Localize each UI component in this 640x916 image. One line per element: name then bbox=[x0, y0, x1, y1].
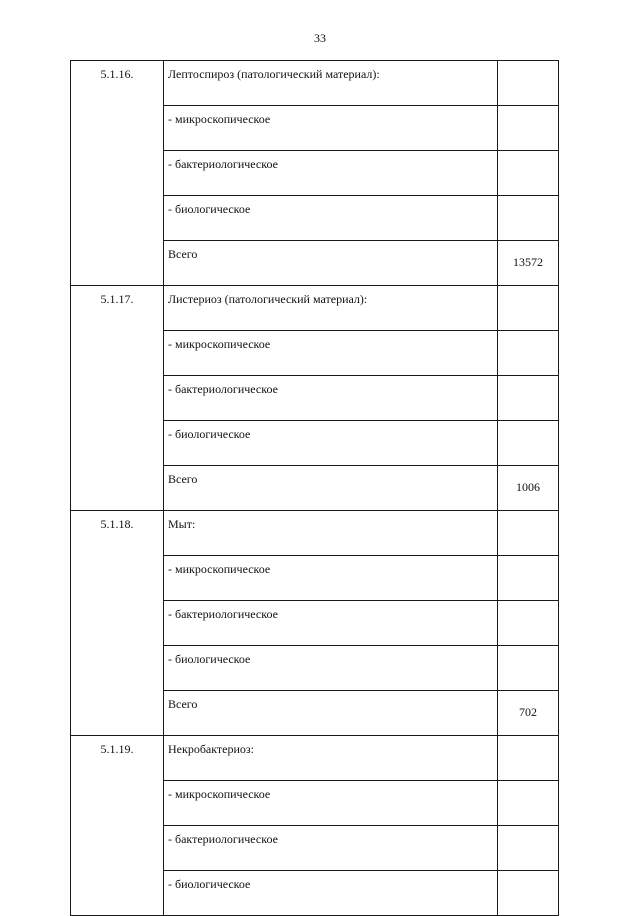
table-row bbox=[71, 61, 559, 106]
item-name: Всего bbox=[164, 691, 498, 736]
item-name: Всего bbox=[164, 466, 498, 511]
item-value bbox=[498, 646, 559, 691]
table-row bbox=[71, 511, 559, 556]
services-table bbox=[70, 60, 559, 916]
item-value bbox=[498, 556, 559, 601]
item-value bbox=[498, 826, 559, 871]
item-value bbox=[498, 61, 559, 106]
item-value: 13572 bbox=[498, 241, 559, 286]
table-body bbox=[71, 61, 559, 916]
item-value: 1006 bbox=[498, 466, 559, 511]
item-name: - биологическое bbox=[164, 196, 498, 241]
section-code: 5.1.18. bbox=[71, 511, 164, 736]
item-value bbox=[498, 601, 559, 646]
table-row bbox=[71, 286, 559, 331]
page-number: 33 bbox=[314, 31, 326, 45]
section-title: Мыт: bbox=[164, 511, 498, 556]
item-value bbox=[498, 151, 559, 196]
section-code: 5.1.19. bbox=[71, 736, 164, 916]
item-value bbox=[498, 421, 559, 466]
item-name: - биологическое bbox=[164, 871, 498, 916]
item-name: - микроскопическое bbox=[164, 781, 498, 826]
item-value bbox=[498, 196, 559, 241]
item-name: - микроскопическое bbox=[164, 556, 498, 601]
item-name: - микроскопическое bbox=[164, 331, 498, 376]
item-value bbox=[498, 106, 559, 151]
item-name: Всего bbox=[164, 241, 498, 286]
item-name: - бактериологическое bbox=[164, 151, 498, 196]
item-name: - микроскопическое bbox=[164, 106, 498, 151]
section-title: Листериоз (патологический материал): bbox=[164, 286, 498, 331]
table-row bbox=[71, 736, 559, 781]
item-value: 702 bbox=[498, 691, 559, 736]
item-value bbox=[498, 871, 559, 916]
item-name: - бактериологическое bbox=[164, 826, 498, 871]
item-value bbox=[498, 511, 559, 556]
item-value bbox=[498, 331, 559, 376]
item-value bbox=[498, 376, 559, 421]
item-value bbox=[498, 736, 559, 781]
section-title: Некробактериоз: bbox=[164, 736, 498, 781]
item-name: - биологическое bbox=[164, 421, 498, 466]
section-code: 5.1.16. bbox=[71, 61, 164, 286]
item-value bbox=[498, 286, 559, 331]
item-name: - бактериологическое bbox=[164, 601, 498, 646]
item-value bbox=[498, 781, 559, 826]
item-name: - бактериологическое bbox=[164, 376, 498, 421]
item-name: - биологическое bbox=[164, 646, 498, 691]
section-title: Лептоспироз (патологический материал): bbox=[164, 61, 498, 106]
section-code: 5.1.17. bbox=[71, 286, 164, 511]
